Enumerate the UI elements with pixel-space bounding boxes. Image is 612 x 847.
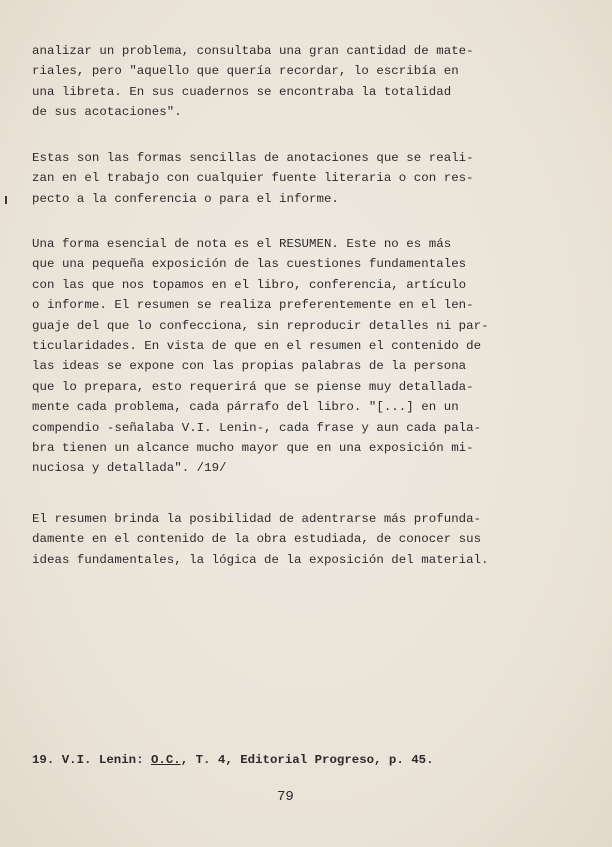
paragraph-2 [32, 148, 474, 209]
page-number: 79 [277, 789, 294, 805]
text-line: compendio -señalaba V.I. Lenin-, cada frase y aun cada pala- [32, 420, 482, 435]
text-line: Una forma esencial de nota es el RESUMEN. Este no es más [32, 237, 452, 251]
footnote [32, 750, 434, 770]
text-line: las ideas se expone con las propias palabras de la persona [32, 359, 467, 374]
footnote-suffix: , T. 4, Editorial Progreso, p. 45. [180, 753, 434, 767]
text-line: damente en el contenido de la obra estudiada, de conocer sus [32, 532, 482, 547]
paragraph-1 [32, 41, 474, 123]
text-line: bra tienen un alcance mucho mayor que en una exposición mi- [32, 441, 474, 456]
text-line: o informe. El resumen se realiza preferentemente en el len- [32, 298, 474, 313]
text-line: El resumen brinda la posibilidad de adentrarse más profunda- [32, 512, 482, 526]
text-line: mente cada problema, cada párrafo del libro. "[...] en un [32, 400, 459, 415]
paragraph-4 [32, 509, 489, 570]
footnote-work: O.C. [150, 753, 181, 767]
text-line: riales, pero "aquello que quería recordar, lo escribía en [32, 64, 459, 79]
margin-mark [5, 196, 7, 204]
text-line: pecto a la conferencia o para el informe. [32, 191, 339, 206]
text-line: ideas fundamentales, la lógica de la exposición del material. [32, 552, 489, 567]
text-line: con las que nos topamos en el libro, conferencia, artículo [32, 277, 467, 292]
text-line: de sus acotaciones". [32, 105, 182, 120]
text-line: guaje del que lo confecciona, sin reproducir detalles ni par- [32, 318, 489, 333]
text-line: nuciosa y detallada". /19/ [32, 461, 227, 476]
text-line: que una pequeña exposición de las cuestiones fundamentales [32, 257, 467, 272]
text-line: zan en el trabajo con cualquier fuente literaria o con res- [32, 171, 474, 186]
text-line: ticularidades. En vista de que en el resumen el contenido de [32, 339, 482, 354]
paragraph-3 [32, 234, 489, 479]
text-line: que lo prepara, esto requerirá que se piense muy detallada- [32, 379, 474, 394]
text-line: Estas son las formas sencillas de anotaciones que se reali- [32, 151, 474, 165]
text-line: una libreta. En sus cuadernos se encontraba la totalidad [32, 84, 452, 99]
footnote-prefix: 19. V.I. Lenin: [32, 753, 151, 767]
text-line: analizar un problema, consultaba una gran cantidad de mate- [32, 44, 474, 58]
